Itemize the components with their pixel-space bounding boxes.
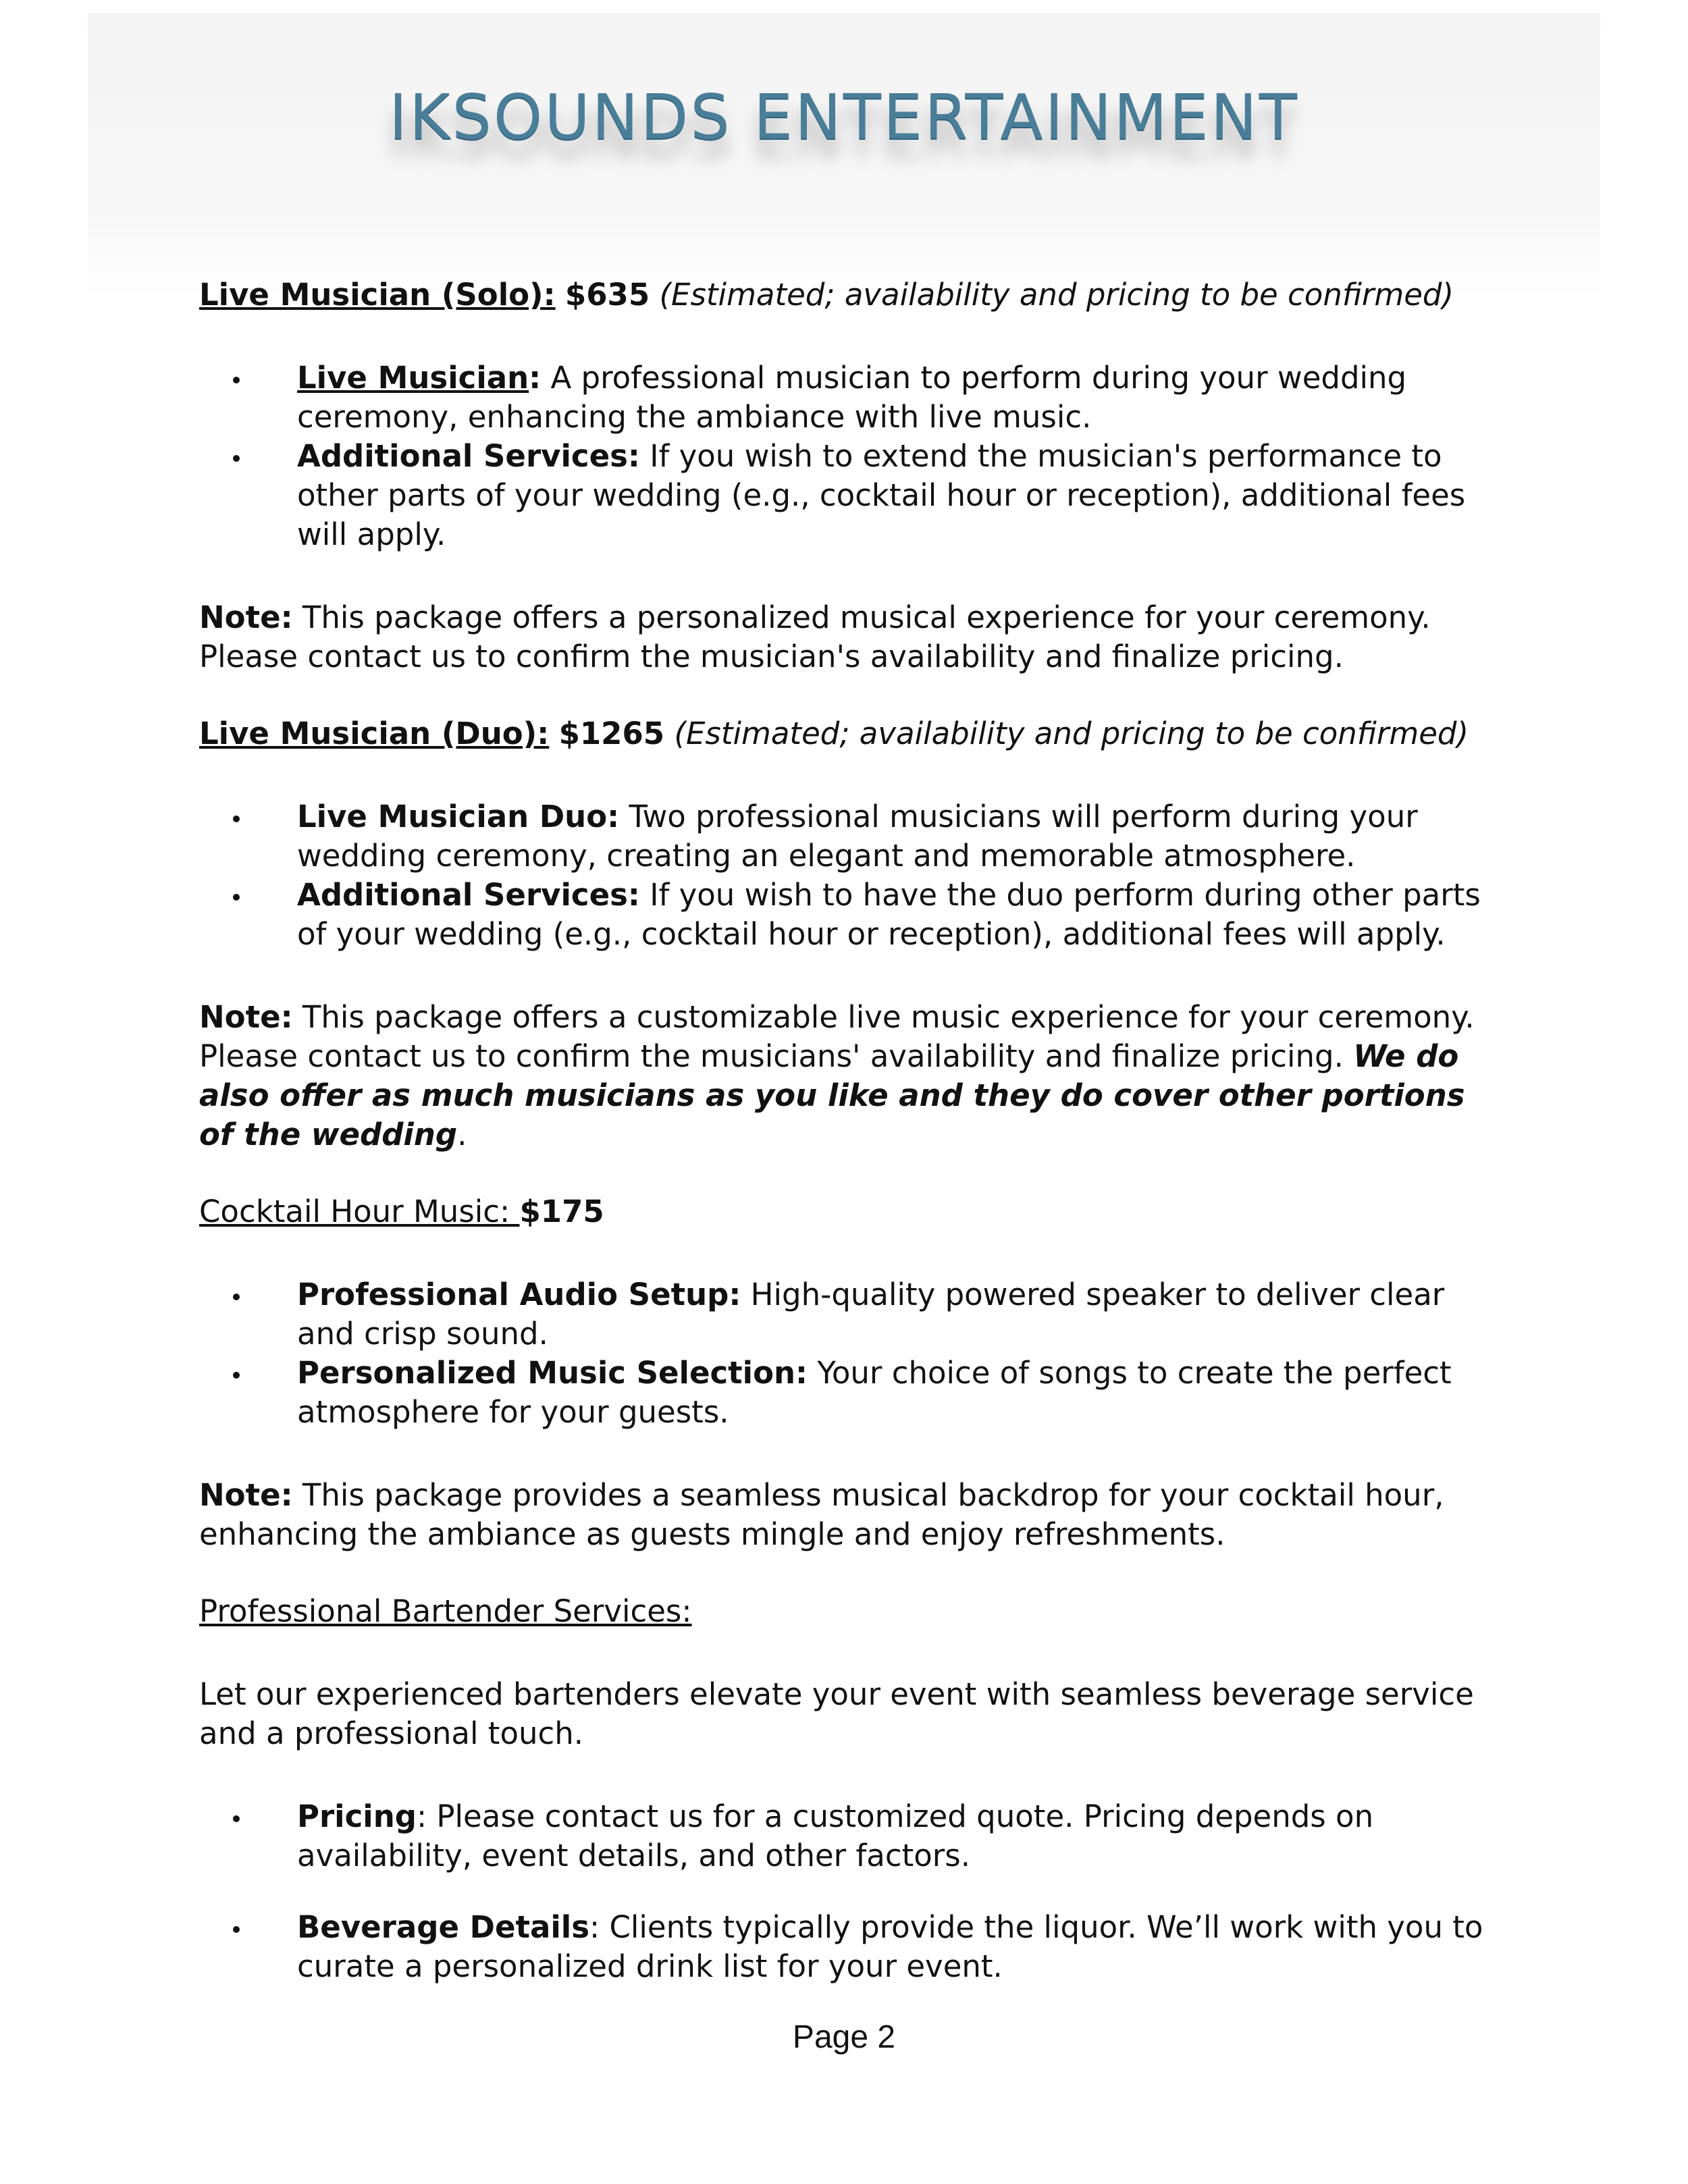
solo-note (199, 598, 1489, 676)
cocktail-list (199, 1275, 1489, 1432)
cocktail-heading-line (199, 1192, 1489, 1231)
duo-heading-line (199, 714, 1489, 753)
item-label: Professional Audio Setup: (297, 1277, 741, 1312)
bartender-list (199, 1797, 1489, 1986)
duo-list (199, 797, 1489, 954)
cocktail-heading: Cocktail Hour Music: (199, 1194, 520, 1229)
note-text: This package provides a seamless musical backdrop for your cocktail hour, enhancing the ambiance as guests mingle and enjoy refreshments. (199, 1477, 1444, 1552)
list-item (199, 1908, 1489, 1986)
list-item (199, 1797, 1489, 1875)
solo-price: $635 (564, 277, 650, 313)
note-text: This package offers a personalized musical experience for your ceremony. Please contact us to confirm the musician's availability and finalize pricing. (199, 600, 1431, 674)
note-label: Note: (199, 1477, 293, 1513)
item-label: Personalized Music Selection: (297, 1355, 808, 1391)
list-item (199, 876, 1489, 954)
duo-price: $1265 (558, 716, 665, 751)
note-label: Note: (199, 600, 293, 635)
list-item (199, 1354, 1489, 1432)
note-emphasis: We do also offer as much musicians as you like and they do cover other portions of the wedding (199, 1038, 1465, 1152)
list-item (199, 1275, 1489, 1354)
item-text: Two professional musicians will perform during your wedding ceremony, creating an elegant and memorable atmosphere. (297, 799, 1418, 874)
bartender-heading-line (199, 1592, 1489, 1631)
list-item (199, 437, 1489, 554)
note-text: This package offers a customizable live music experience for your ceremony. Please contact us to confirm the musicians' availability and finalize pricing. (199, 999, 1475, 1074)
item-label: Live Musician (297, 360, 529, 396)
item-label: Pricing (297, 1799, 417, 1834)
duo-note: Note: This package offers a customizable live music experience for your ceremony. Please contact us to confirm the musicians' availability and finalize pricing. We do also offer as much musicians as you like and they do cover other portions of the wedding. (199, 999, 1475, 1152)
item-label: Additional Services: (297, 877, 640, 913)
bartender-heading: Professional Bartender Services: (199, 1593, 692, 1629)
item-text: : Please contact us for a customized quote. Pricing depends on availability, event details, and other factors. (297, 1799, 1374, 1873)
company-logo: IKSOUNDS ENTERTAINMENT (389, 81, 1299, 153)
list-item (199, 797, 1489, 876)
page-number: Page 2 (792, 2019, 896, 2055)
note-label: Note: (199, 999, 293, 1035)
item-text: : Clients typically provide the liquor. We’ll work with you to curate a personalized drink list for your event. (297, 1909, 1483, 1984)
solo-heading-line (199, 275, 1489, 315)
list-item: Live Musician: A professional musician to perform during your wedding ceremony, enhancing the ambiance with live music. (199, 358, 1489, 437)
cocktail-note (199, 1476, 1489, 1554)
header-band (88, 14, 1600, 297)
solo-heading: Live Musician (Solo): (199, 277, 556, 313)
item-text: High-quality powered speaker to deliver clear and crisp sound. (297, 1277, 1445, 1352)
bartender-intro: Let our experienced bartenders elevate your event with seamless beverage service and a professional touch. (199, 1676, 1474, 1751)
item-text: A professional musician to perform during your wedding ceremony, enhancing the ambiance with live music. (297, 360, 1407, 435)
item-text: Your choice of songs to create the perfect atmosphere for your guests. (297, 1355, 1452, 1430)
duo-heading: Live Musician (Duo): (199, 716, 550, 751)
solo-list (199, 358, 1489, 554)
document-body (199, 275, 1489, 1986)
cocktail-price: $175 (519, 1194, 604, 1229)
solo-estimate: (Estimated; availability and pricing to be confirmed) (659, 277, 1454, 313)
item-text: If you wish to have the duo perform during other parts of your wedding (e.g., cocktail hour or reception), additional fees will apply. (297, 877, 1481, 952)
duo-estimate: (Estimated; availability and pricing to be confirmed) (674, 716, 1469, 751)
item-label: Beverage Details (297, 1909, 590, 1945)
item-label: Live Musician Duo: (297, 799, 620, 834)
item-label: Additional Services: (297, 438, 640, 474)
item-text: If you wish to extend the musician's performance to other parts of your wedding (e.g., cocktail hour or reception), additional fees will apply. (297, 438, 1466, 552)
